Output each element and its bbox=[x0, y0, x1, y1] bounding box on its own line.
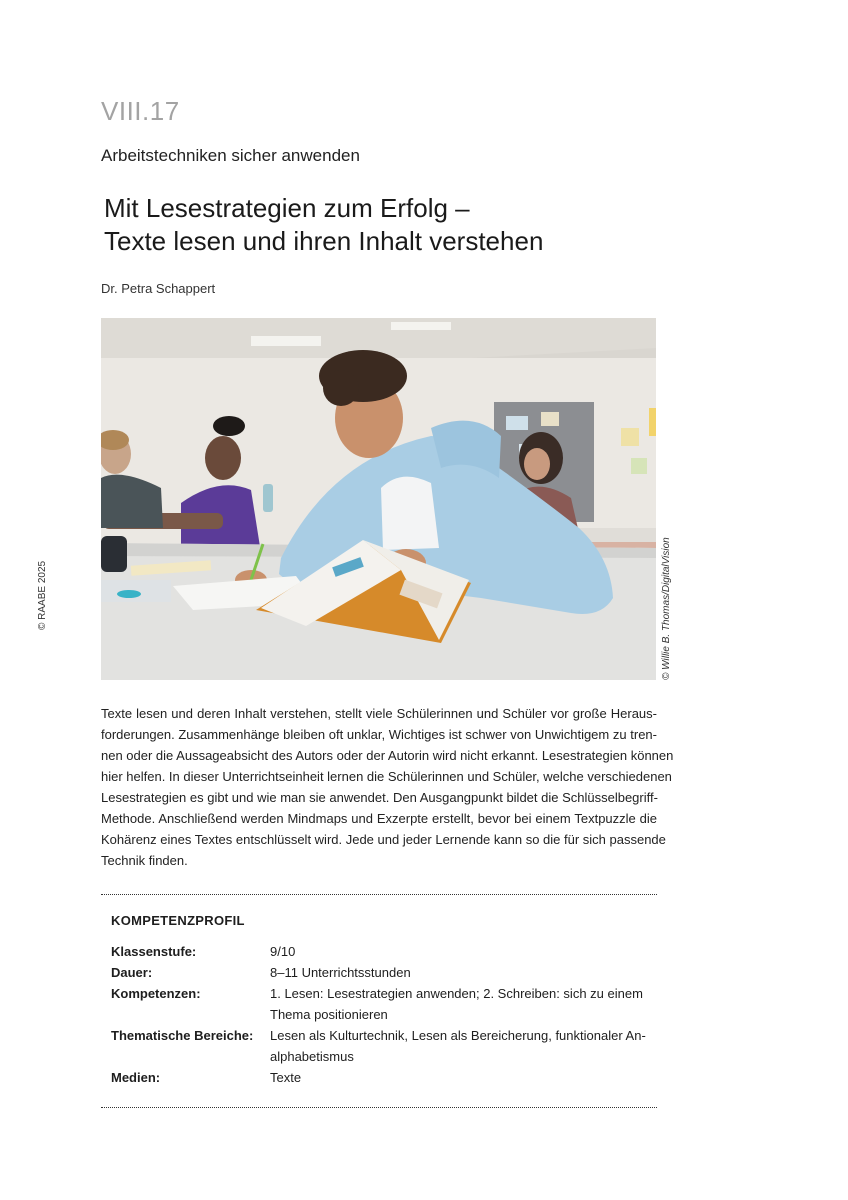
competence-profile-heading: KOMPETENZPROFIL bbox=[111, 913, 245, 928]
intro-line: nen oder die Aussageabsicht des Autors oder der Autorin wird nicht erkannt. Lesestrategien können bbox=[101, 748, 674, 763]
profile-label: Kompetenzen: bbox=[111, 986, 201, 1001]
intro-line: Texte lesen und deren Inhalt verstehen, stellt viele Schülerinnen und Schüler vor große Heraus- bbox=[101, 706, 657, 721]
intro-line: Methode. Anschließend werden Mindmaps und Exzerpte erstellt, bevor bei einem Textpuzzle die bbox=[101, 811, 657, 826]
intro-line: Technik finden. bbox=[101, 853, 188, 868]
photo-credit: © Willie B. Thomas/DigitalVision bbox=[661, 537, 672, 680]
classroom-photo bbox=[101, 318, 656, 680]
section-number: VIII.17 bbox=[101, 96, 180, 126]
divider-top bbox=[101, 894, 657, 895]
title-line-1: Mit Lesestrategien zum Erfolg – bbox=[104, 193, 470, 223]
profile-label: Medien: bbox=[111, 1070, 161, 1085]
profile-value: Lesen als Kulturtechnik, Lesen als Bereicherung, funktionaler An- bbox=[270, 1028, 646, 1043]
profile-value: 1. Lesen: Lesestrategien anwenden; 2. Schreiben: sich zu einem bbox=[270, 986, 643, 1001]
profile-value: 8–11 Unterrichtsstunden bbox=[270, 965, 411, 980]
intro-line: forderungen. Zusammenhänge bleiben oft unklar, Wichtiges ist schwer von Unwichtigem zu tren- bbox=[101, 727, 657, 742]
profile-value-continued: Thema positionieren bbox=[270, 1007, 388, 1022]
intro-line: hier helfen. In dieser Unterrichtseinheit lernen die Schülerinnen und Schüler, welche verschiedenen bbox=[101, 769, 672, 784]
divider-bottom bbox=[101, 1107, 657, 1108]
profile-label: Dauer: bbox=[111, 965, 153, 980]
author: Dr. Petra Schappert bbox=[101, 281, 216, 296]
side-copyright: © RAABE 2025 bbox=[37, 560, 48, 630]
category-heading: Arbeitstechniken sicher anwenden bbox=[101, 146, 360, 165]
profile-value: 9/10 bbox=[270, 944, 296, 959]
title-line-2: Texte lesen und ihren Inhalt verstehen bbox=[104, 226, 544, 256]
profile-label: Thematische Bereiche: bbox=[111, 1028, 254, 1043]
intro-line: Kohärenz eines Textes entschlüsselt wird. Jede und jeder Lernende kann so die für sich passende bbox=[101, 832, 666, 847]
profile-value: Texte bbox=[270, 1070, 302, 1085]
page-title bbox=[104, 192, 543, 258]
profile-value-continued: alphabetismus bbox=[270, 1049, 354, 1064]
intro-line: Lesestrategien es gibt und wie man sie anwendet. Den Ausgangpunkt bildet die Schlüsselbegriff- bbox=[101, 790, 658, 805]
intro-paragraph bbox=[101, 703, 674, 871]
profile-label: Klassenstufe: bbox=[111, 944, 197, 959]
